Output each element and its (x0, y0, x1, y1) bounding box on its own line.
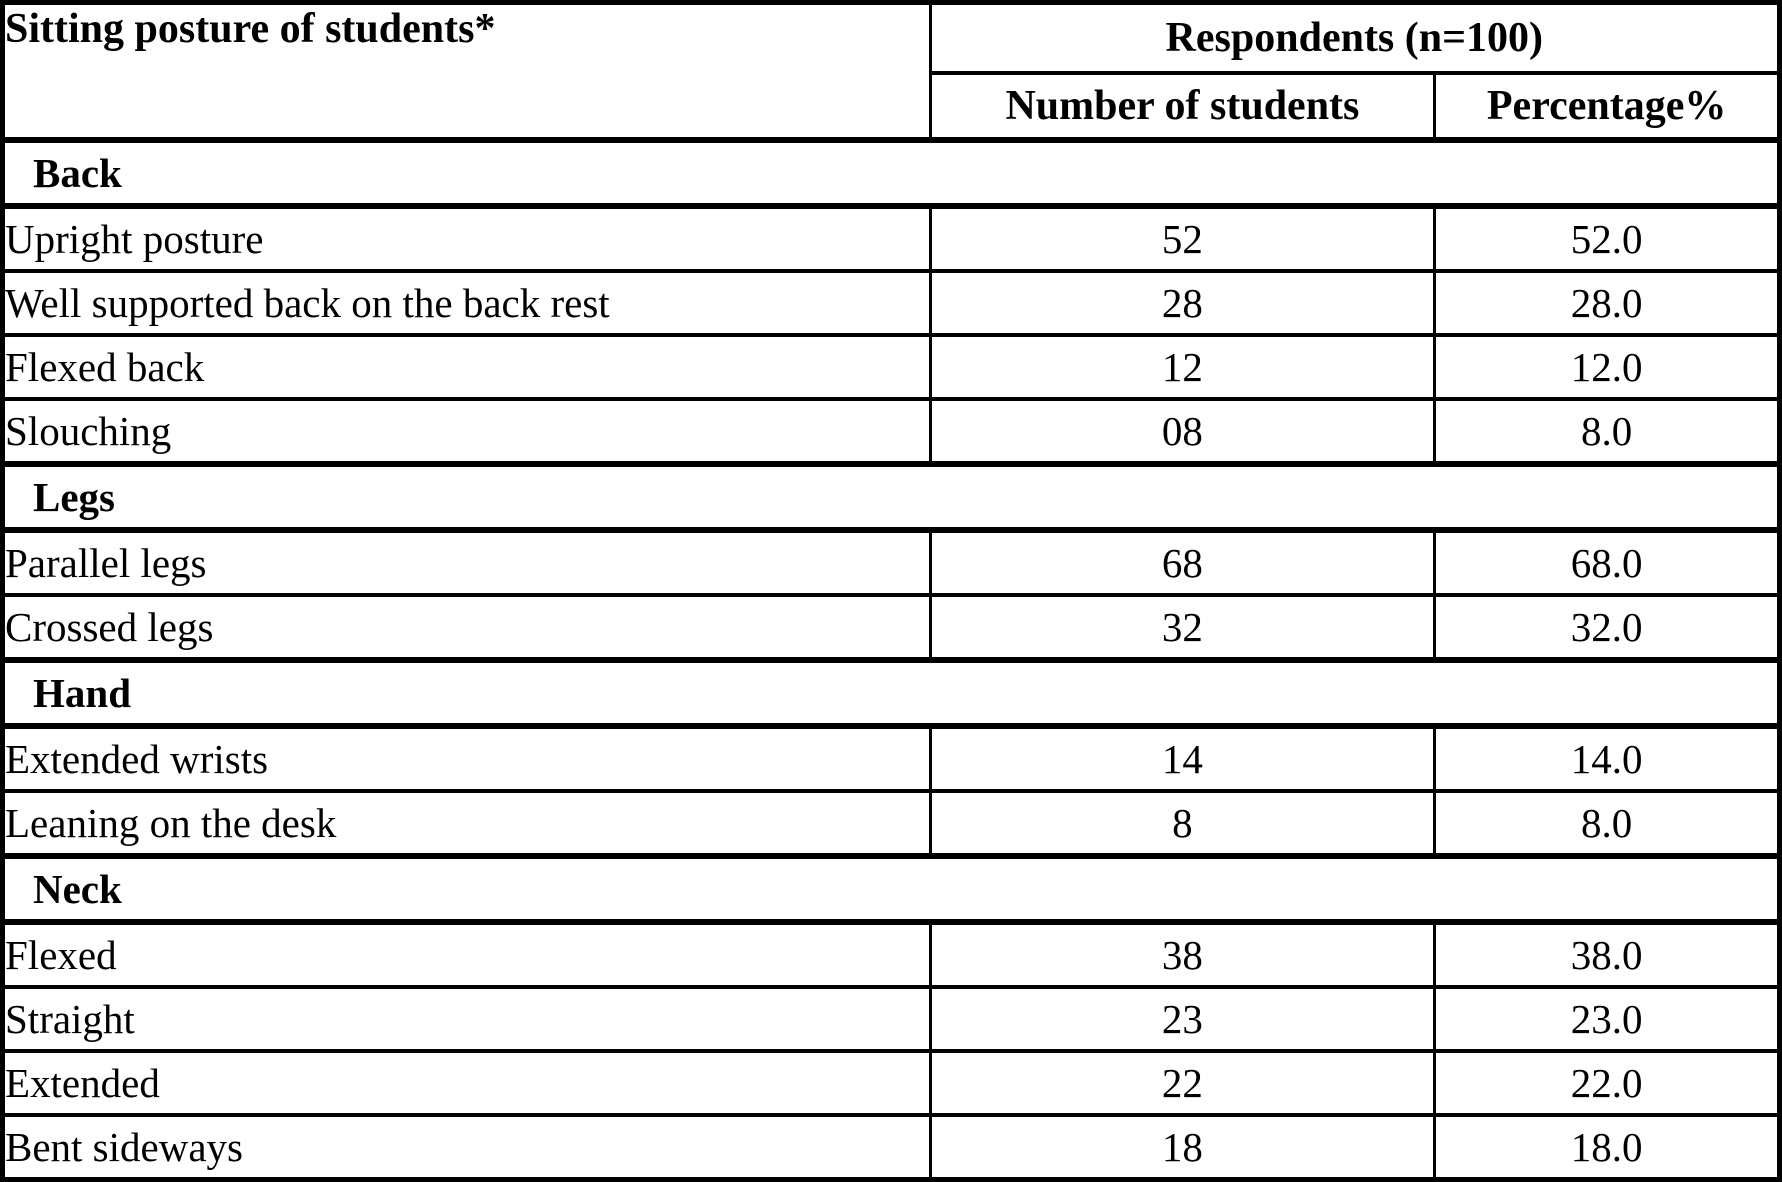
row-percentage: 32.0 (1435, 595, 1780, 660)
row-count: 12 (930, 335, 1435, 399)
row-percentage: 14.0 (1435, 726, 1780, 791)
table-row (3, 1051, 1780, 1115)
column-header-respondents: Respondents (n=100) (930, 3, 1779, 74)
row-count: 38 (930, 922, 1435, 987)
table-row (3, 1115, 1780, 1180)
row-label: Parallel legs (3, 530, 931, 595)
row-percentage: 28.0 (1435, 271, 1780, 335)
row-label: Slouching (3, 399, 931, 464)
row-percentage: 23.0 (1435, 987, 1780, 1051)
column-header-percentage: Percentage% (1435, 73, 1780, 140)
row-percentage: 38.0 (1435, 922, 1780, 987)
row-count: 18 (930, 1115, 1435, 1180)
section-row-neck (3, 856, 1780, 922)
table-row (3, 595, 1780, 660)
table-row (3, 530, 1780, 595)
section-label: Back (3, 140, 1780, 206)
row-label: Crossed legs (3, 595, 931, 660)
row-count: 22 (930, 1051, 1435, 1115)
row-percentage: 8.0 (1435, 399, 1780, 464)
row-count: 8 (930, 791, 1435, 856)
row-label: Extended wrists (3, 726, 931, 791)
table-row (3, 206, 1780, 271)
row-count: 32 (930, 595, 1435, 660)
table-row (3, 791, 1780, 856)
section-row-legs (3, 464, 1780, 530)
row-label: Flexed (3, 922, 931, 987)
table-row (3, 726, 1780, 791)
table-row (3, 399, 1780, 464)
row-label: Leaning on the desk (3, 791, 931, 856)
row-label: Bent sideways (3, 1115, 931, 1180)
row-count: 68 (930, 530, 1435, 595)
column-header-number: Number of students (930, 73, 1435, 140)
row-percentage: 52.0 (1435, 206, 1780, 271)
row-count: 08 (930, 399, 1435, 464)
row-percentage: 18.0 (1435, 1115, 1780, 1180)
row-count: 28 (930, 271, 1435, 335)
table-row (3, 987, 1780, 1051)
section-row-back (3, 140, 1780, 206)
row-percentage: 68.0 (1435, 530, 1780, 595)
section-label: Neck (3, 856, 1780, 922)
table-row (3, 922, 1780, 987)
row-label: Straight (3, 987, 931, 1051)
section-row-hand (3, 660, 1780, 726)
row-label: Flexed back (3, 335, 931, 399)
row-count: 23 (930, 987, 1435, 1051)
row-percentage: 22.0 (1435, 1051, 1780, 1115)
table-row (3, 335, 1780, 399)
row-count: 52 (930, 206, 1435, 271)
header-row-group (3, 3, 1780, 74)
table-row (3, 271, 1780, 335)
row-percentage: 8.0 (1435, 791, 1780, 856)
section-label: Legs (3, 464, 1780, 530)
row-label: Well supported back on the back rest (3, 271, 931, 335)
row-percentage: 12.0 (1435, 335, 1780, 399)
row-label: Extended (3, 1051, 931, 1115)
section-label: Hand (3, 660, 1780, 726)
row-count: 14 (930, 726, 1435, 791)
row-label: Upright posture (3, 206, 931, 271)
column-header-posture: Sitting posture of students* (3, 3, 931, 141)
